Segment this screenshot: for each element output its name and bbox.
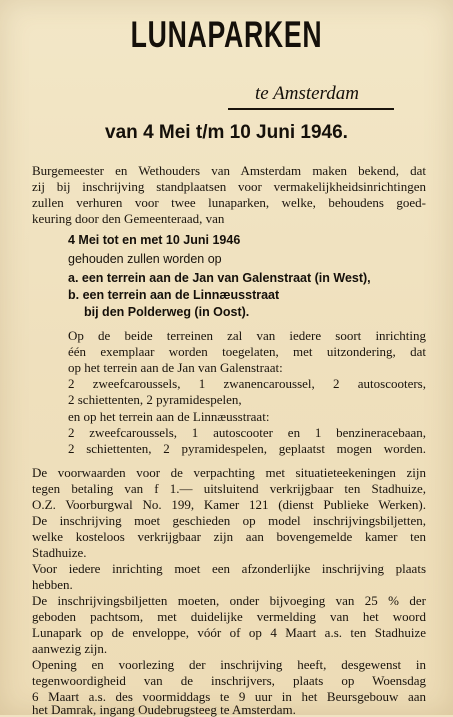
intro-line: keuring door den Gemeenteraad, van [32, 211, 225, 226]
intro-line: zij bij inschrijving standplaatsen voor vermakelijkheidsinrichtingen [32, 179, 426, 194]
site-b-continued: bij den Polderweg (in Oost). [84, 305, 250, 319]
conditions-line: Voor iedere inrichting moet een afzonderlijke inschrijving plaats [32, 561, 426, 576]
intro-line: zullen verhuren voor twee lunaparken, welke, behoudens goed- [32, 195, 426, 210]
period-held: gehouden zullen worden op [68, 252, 222, 266]
intro-line: Burgemeester en Wethouders van Amsterdam maken bekend, dat [32, 163, 426, 178]
rules-line: 2 zweefcaroussels, 1 autoscooter en 1 benzineracebaan, [68, 425, 426, 440]
conditions-line: O.Z. Voorburgwal No. 199, Kamer 121 (dienst Publieke Werken). [32, 497, 426, 512]
site-a: a. een terrein aan de Jan van Galenstraat (in West), [68, 271, 371, 285]
poster-title: LUNAPARKEN [130, 14, 323, 55]
conditions-line: Stadhuize. [32, 545, 87, 560]
conditions-line: De voorwaarden voor de verpachting met situatieteekeningen zijn [32, 465, 426, 480]
conditions-line: 6 Maart a.s. des voormiddags te 9 uur in het Beursgebouw aan [32, 689, 426, 704]
rules-line: en op het terrein aan de Linnæusstraat: [68, 409, 270, 424]
conditions-line: welke kosteloos verkrijgbaar zijn aan bovengemelde kamer ten [32, 529, 426, 544]
rules-line: 2 schiettenten, 2 pyramidespelen, [68, 392, 242, 407]
rules-line: op het terrein aan de Jan van Galenstraat: [68, 360, 283, 375]
conditions-line: tegenwoordigheid van de inschrijvers, plaats op Woensdag [32, 673, 426, 688]
conditions-line: aanwezig zijn. [32, 641, 108, 656]
event-dates: van 4 Mei t/m 10 Juni 1946. [105, 122, 348, 143]
conditions-line: het Damrak, ingang Oudebrugsteeg te Amsterdam. [32, 702, 296, 717]
conditions-line: De inschrijving moet geschieden op model inschrijvingsbiljetten, [32, 513, 426, 528]
rules-line: 2 schiettenten, 2 pyramidespelen, geplaatst mogen worden. [68, 441, 426, 456]
conditions-line: Opening en voorlezing der inschrijving heeft, desgewenst in [32, 657, 426, 672]
subtitle-underline [228, 108, 394, 110]
conditions-line: geboden pachtsom, met duidelijke vermelding van het woord [32, 609, 426, 624]
rules-line: 2 zweefcaroussels, 1 zwanencaroussel, 2 autoscooters, [68, 376, 426, 391]
rules-line: Op de beide terreinen zal van iedere soort inrichting [68, 328, 426, 343]
site-b: b. een terrein aan de Linnæusstraat [68, 288, 280, 302]
conditions-line: Lunapark op de enveloppe, vóór of op 4 Maart a.s. ten Stadhuize [32, 625, 426, 640]
conditions-line: hebben. [32, 577, 73, 592]
rules-line: één exemplaar worden toegelaten, met uitzondering, dat [68, 344, 426, 359]
conditions-line: De inschrijvingsbiljetten moeten, onder bijvoeging van 25 % der [32, 593, 426, 608]
poster-subtitle: te Amsterdam [255, 83, 359, 104]
period-dates: 4 Mei tot en met 10 Juni 1946 [68, 233, 241, 247]
conditions-line: tegen betaling van f 1.— uitsluitend verkrijgbaar ten Stadhuize, [32, 481, 426, 496]
